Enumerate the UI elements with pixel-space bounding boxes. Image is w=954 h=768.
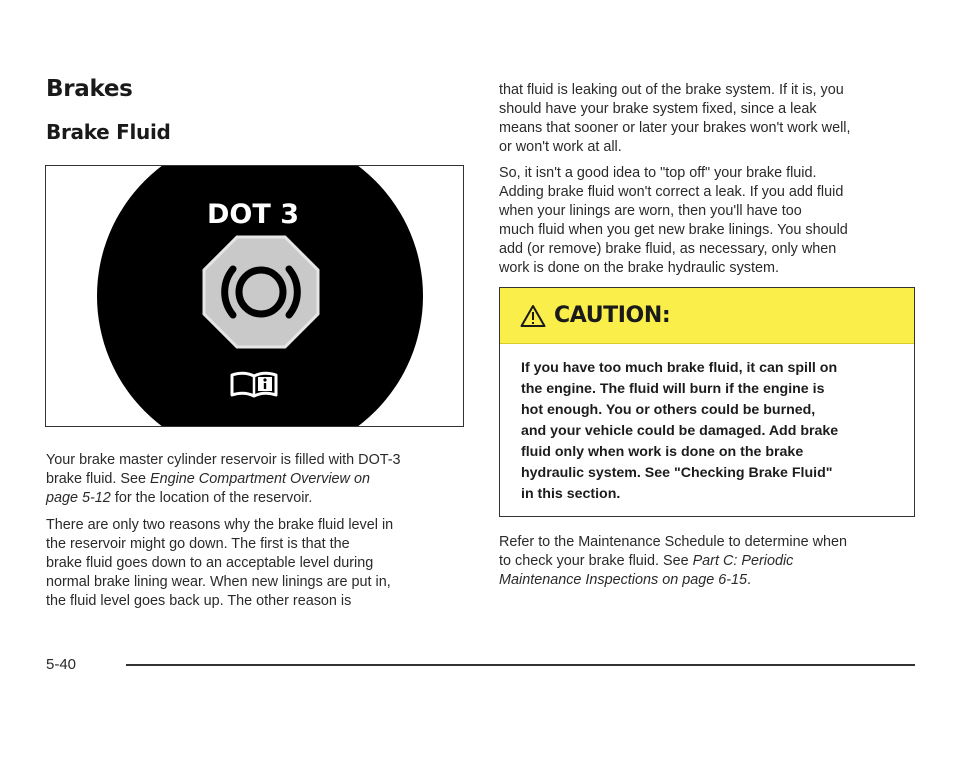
- page-reference: page 5-12: [46, 490, 111, 506]
- text-line: add (or remove) brake fluid, as necessary, only when: [499, 241, 837, 257]
- text-line: much fluid when you get new brake linings. You should: [499, 222, 848, 238]
- text-line: that fluid is leaking out of the brake system. If it is, you: [499, 82, 844, 98]
- text-line: Adding brake fluid won't correct a leak. If you add fluid: [499, 184, 844, 200]
- footer-rule: [126, 664, 915, 666]
- subsection-title: Brake Fluid: [46, 120, 171, 144]
- text-line: work is done on the brake hydraulic system.: [499, 260, 779, 276]
- page-reference: Maintenance Inspections on page 6-15: [499, 572, 748, 588]
- text-line: the reservoir might go down. The first is that the: [46, 536, 350, 552]
- text-line: in this section.: [521, 486, 621, 502]
- periodic-maintenance-reference: Part C: Periodic: [692, 553, 794, 569]
- text-line: fluid only when work is done on the brake: [521, 444, 804, 460]
- octagon-shape: [204, 237, 318, 347]
- right-paragraph-3: [499, 533, 847, 590]
- page-number: 5-40: [46, 656, 77, 673]
- caution-text: [521, 358, 838, 505]
- engine-compartment-reference: Engine Compartment Overview on: [150, 471, 370, 487]
- dot3-illustration: [46, 166, 464, 427]
- dot3-label: DOT 3: [207, 199, 299, 230]
- text-line: or won't work at all.: [499, 139, 622, 155]
- section-title: Brakes: [46, 76, 133, 102]
- text-line: to check your brake fluid. See: [499, 553, 693, 569]
- caution-title: CAUTION:: [554, 303, 671, 328]
- text-line: and your vehicle could be damaged. Add brake: [521, 423, 839, 439]
- text-line: the fluid level goes back up. The other reason is: [46, 593, 352, 609]
- text-line: for the location of the reservoir.: [110, 490, 313, 506]
- text-line: hot enough. You or others could be burned,: [521, 402, 816, 418]
- text-line: There are only two reasons why the brake fluid level in: [46, 517, 394, 533]
- text-line: If you have too much brake fluid, it can spill on: [521, 360, 838, 376]
- caution-box: [499, 287, 915, 517]
- text-line: brake fluid. See: [46, 471, 150, 487]
- text-line: normal brake lining wear. When new linings are put in,: [46, 574, 391, 590]
- warning-triangle-icon: [520, 304, 546, 328]
- text-line: .: [747, 572, 752, 588]
- dot3-figure: [45, 165, 464, 427]
- right-paragraph-1: [499, 81, 850, 157]
- text-line: the engine. The fluid will burn if the engine is: [521, 381, 825, 397]
- caution-header: [500, 288, 914, 344]
- right-paragraph-2: [499, 164, 848, 278]
- text-line: So, it isn't a good idea to "top off" your brake fluid.: [499, 165, 817, 181]
- text-line: when your linings are worn, then you'll have too: [499, 203, 802, 219]
- text-line: hydraulic system. See "Checking Brake Fluid": [521, 465, 833, 481]
- left-paragraph-2: [46, 516, 393, 611]
- text-line: Refer to the Maintenance Schedule to determine when: [499, 534, 847, 550]
- left-paragraph-1: [46, 451, 401, 508]
- text-line: brake fluid goes down to an acceptable level during: [46, 555, 374, 571]
- text-line: means that sooner or later your brakes won't work well,: [499, 120, 851, 136]
- text-line: Your brake master cylinder reservoir is filled with DOT-3: [46, 452, 401, 468]
- text-line: should have your brake system fixed, since a leak: [499, 101, 817, 117]
